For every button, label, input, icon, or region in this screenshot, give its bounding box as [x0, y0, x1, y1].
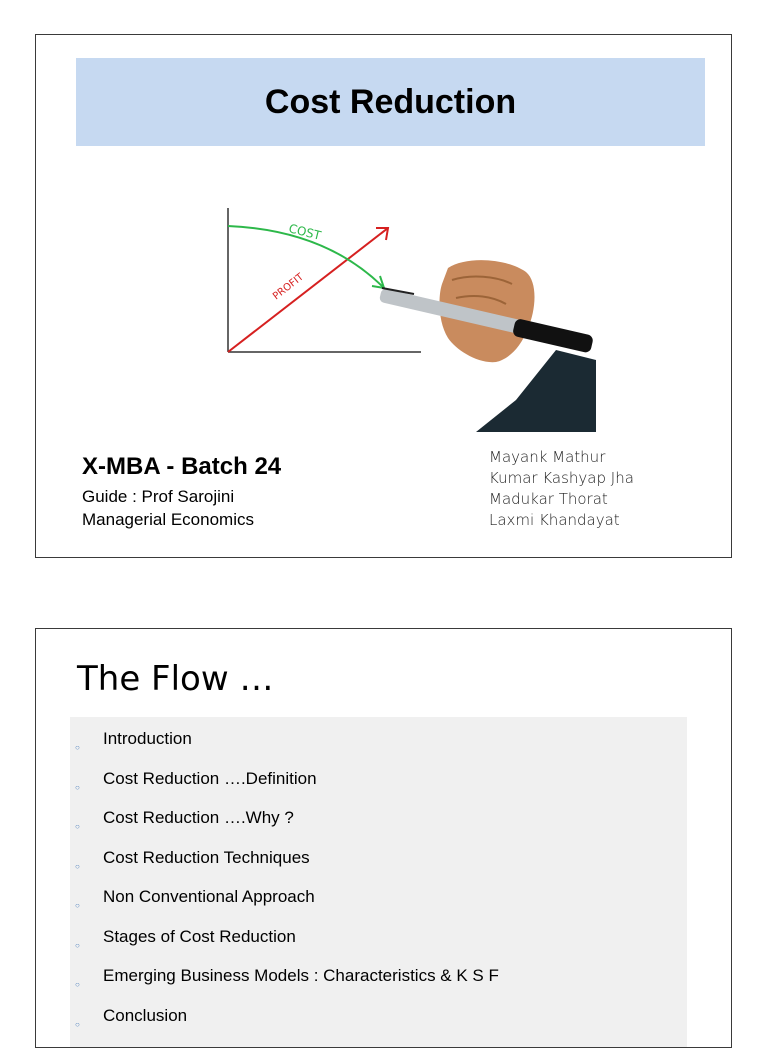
bullet-icon: ○	[75, 1019, 80, 1029]
flow-item-text: Conclusion	[103, 1005, 188, 1025]
flow-item-text: Cost Reduction Techniques	[103, 847, 310, 867]
author-name: Kumar Kashyap Jha	[489, 469, 634, 487]
flow-item-text: Introduction	[103, 729, 192, 748]
flow-item	[70, 727, 499, 767]
title-banner	[76, 58, 705, 146]
bullet-icon: ○	[75, 782, 80, 792]
flow-item-text: Cost Reduction ….Definition	[103, 768, 317, 788]
slide-title	[35, 34, 732, 558]
author-name: Madukar Thorat	[489, 490, 608, 508]
authors-list	[489, 447, 634, 531]
flow-item-text: Stages of Cost Reduction	[103, 926, 296, 946]
bullet-icon: ○	[75, 940, 80, 950]
bullet-icon: ○	[75, 980, 80, 989]
hand-with-pen-icon	[379, 260, 596, 432]
profit-label: PROFIT	[271, 271, 306, 303]
slide-title-text: Cost Reduction	[264, 82, 517, 121]
guide-line: Guide : Prof Sarojini	[82, 487, 235, 506]
flow-item-text: Cost Reduction ….Why ?	[103, 808, 294, 827]
slide-flow	[35, 628, 732, 1048]
flow-item	[70, 885, 499, 925]
flow-item	[70, 925, 499, 965]
batch-heading: X-MBA - Batch 24	[82, 453, 282, 480]
flow-title: The Flow …	[77, 659, 274, 699]
flow-content-box	[70, 717, 687, 1047]
bullet-icon: ○	[75, 861, 80, 871]
flow-item-text: Emerging Business Models : Characteristics & K S F	[103, 966, 499, 985]
subject-line: Managerial Economics	[82, 510, 254, 529]
flow-item	[70, 1004, 499, 1044]
flow-item	[70, 964, 499, 1004]
flow-item	[70, 846, 499, 886]
profit-line	[228, 228, 388, 352]
bullet-icon: ○	[75, 822, 80, 831]
flow-item-text: Non Conventional Approach	[103, 887, 315, 906]
flow-item	[70, 806, 499, 846]
flow-list	[70, 727, 499, 1043]
bullet-icon: ○	[75, 743, 80, 752]
author-name: Mayank Mathur	[489, 448, 606, 466]
cost-profit-illustration	[216, 200, 596, 432]
flow-item	[70, 767, 499, 807]
cost-label: COST	[287, 221, 323, 243]
bullet-icon: ○	[75, 901, 80, 910]
author-name: Laxmi Khandayat	[489, 511, 620, 529]
